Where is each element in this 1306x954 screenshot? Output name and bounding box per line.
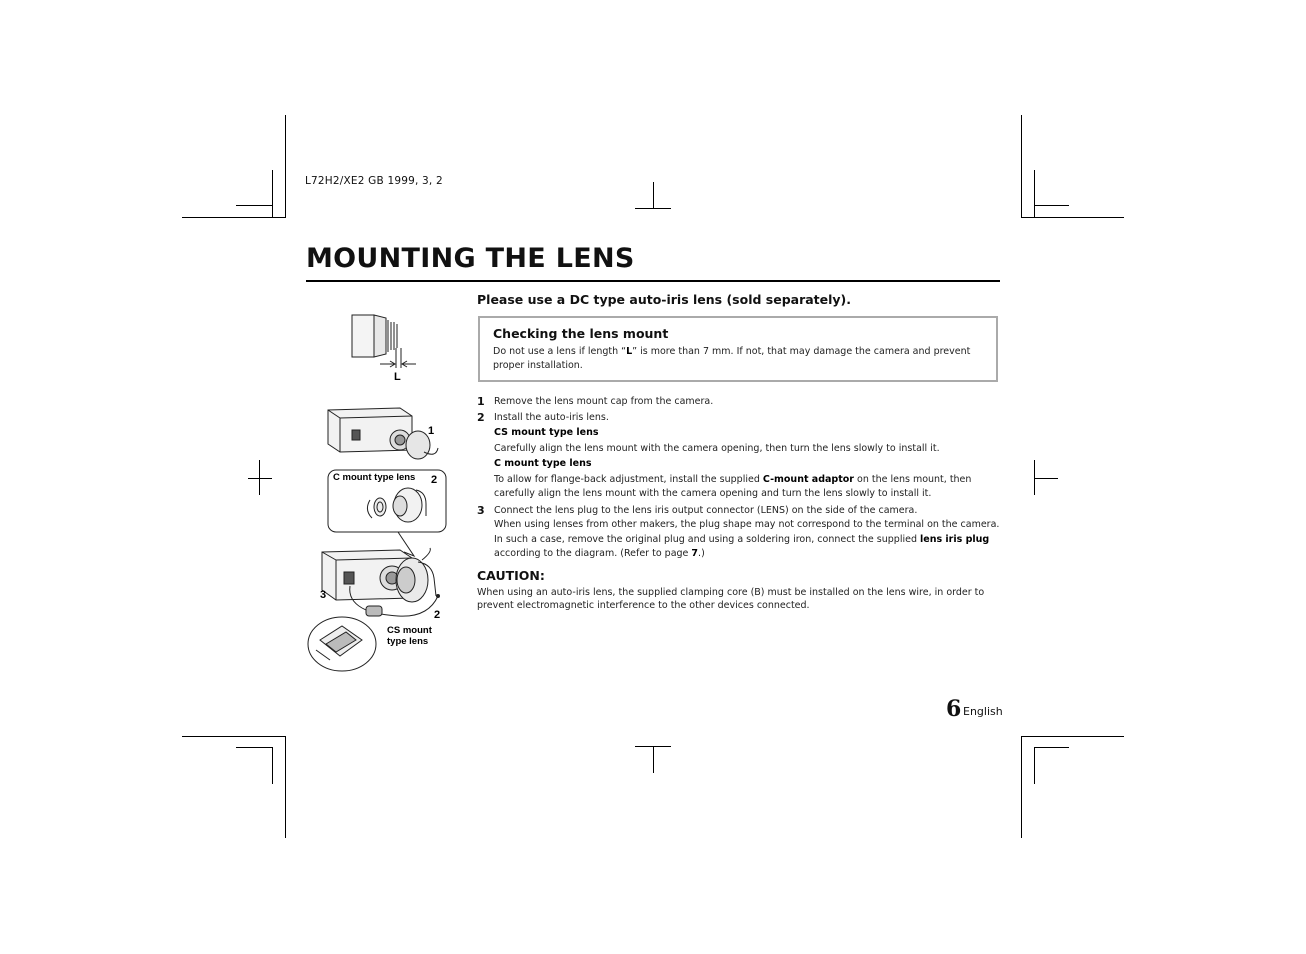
crop-mark bbox=[1021, 736, 1124, 737]
step-3-line4-after: .) bbox=[698, 548, 705, 559]
crop-mark bbox=[285, 736, 286, 838]
plug-detail bbox=[308, 617, 376, 671]
crop-mark bbox=[1021, 736, 1022, 838]
length-label: L bbox=[394, 371, 401, 383]
intro-text: Please use a DC type auto-iris lens (sold separately). bbox=[477, 292, 852, 307]
step-2-text: Install the auto-iris lens. bbox=[494, 412, 609, 423]
c-mount-text-line2: carefully align the lens mount with the camera opening and turn the lens slowly to install it. bbox=[494, 488, 932, 499]
c-mount-heading: C mount type lens bbox=[494, 458, 592, 469]
lens-iris-plug-term: lens iris plug bbox=[920, 534, 990, 545]
crop-mark bbox=[1034, 747, 1035, 784]
step-3-line3 bbox=[494, 534, 989, 545]
step-1-text: Remove the lens mount cap from the camera. bbox=[494, 396, 714, 407]
crop-mark bbox=[1034, 205, 1069, 206]
step-number-3: 3 bbox=[477, 504, 485, 517]
lens-mounting-illustration bbox=[300, 300, 460, 675]
step-3-line3-before: In such a case, remove the original plug and using a soldering iron, connect the supplied bbox=[494, 534, 920, 545]
crop-mark bbox=[1034, 170, 1035, 218]
notice-title: Checking the lens mount bbox=[493, 326, 669, 341]
cs-mount-label-line1: CS mount bbox=[387, 625, 432, 636]
page-title: MOUNTING THE LENS bbox=[306, 243, 635, 274]
crop-mark bbox=[653, 182, 654, 209]
page-number: 6 bbox=[946, 696, 962, 722]
crop-mark bbox=[182, 736, 286, 737]
notice-text-before: Do not use a lens if length “ bbox=[493, 346, 627, 357]
caution-title: CAUTION: bbox=[477, 568, 545, 583]
document-code: L72H2/XE2 GB 1999, 3, 2 bbox=[305, 175, 443, 187]
crop-mark bbox=[182, 217, 286, 218]
notice-text-after: ” is more than 7 mm. If not, that may damage the camera and prevent proper installation. bbox=[493, 346, 971, 371]
figure-step-2: 2 bbox=[434, 609, 441, 621]
crop-mark bbox=[272, 747, 273, 784]
page-reference: 7 bbox=[691, 548, 699, 559]
step-3-line1: Connect the lens plug to the lens iris output connector (LENS) on the side of the camera. bbox=[494, 505, 918, 516]
page-language: English bbox=[963, 705, 1003, 718]
caution-line2: prevent electromagnetic interference to the other devices connected. bbox=[477, 600, 810, 611]
crop-mark bbox=[236, 747, 273, 748]
cs-mount-heading: CS mount type lens bbox=[494, 427, 599, 438]
crop-mark bbox=[1034, 478, 1058, 479]
step-3-line2: When using lenses from other makers, the plug shape may not correspond to the terminal on the camera. bbox=[494, 519, 1000, 530]
step-number-2: 2 bbox=[477, 411, 485, 424]
c-mount-step: 2 bbox=[431, 474, 438, 486]
crop-mark bbox=[635, 208, 671, 209]
c-mount-text-line1 bbox=[494, 474, 971, 485]
cs-mount-text: Carefully align the lens mount with the camera opening, then turn the lens slowly to install it. bbox=[494, 443, 940, 454]
figure-step-1: 1 bbox=[428, 425, 435, 437]
title-rule bbox=[306, 280, 1000, 282]
crop-mark bbox=[653, 746, 654, 773]
crop-mark bbox=[1034, 747, 1069, 748]
cs-mount-label-line2: type lens bbox=[387, 636, 429, 647]
crop-mark bbox=[272, 170, 273, 218]
crop-mark bbox=[248, 478, 272, 479]
c-mount-label: C mount type lens bbox=[333, 472, 416, 483]
crop-mark bbox=[1021, 115, 1022, 218]
step-number-1: 1 bbox=[477, 395, 485, 408]
caution-line1: When using an auto-iris lens, the supplied clamping core (B) must be installed on the lens wire, in order to bbox=[477, 587, 985, 598]
step-3-line4-before: according to the diagram. (Refer to page bbox=[494, 548, 692, 559]
c-mount-adaptor-term: C-mount adaptor bbox=[762, 474, 854, 485]
notice-text bbox=[493, 345, 983, 373]
crop-mark bbox=[1021, 217, 1124, 218]
lens-side-view bbox=[352, 315, 416, 368]
step-3-line4 bbox=[494, 548, 705, 559]
camera-with-cap bbox=[328, 408, 438, 459]
notice-box bbox=[478, 316, 998, 382]
crop-mark bbox=[285, 115, 286, 218]
notice-text-bold: L bbox=[626, 346, 633, 357]
c-mount-text-before: To allow for flange-back adjustment, install the supplied bbox=[494, 474, 763, 485]
crop-mark bbox=[236, 205, 273, 206]
c-mount-text-after: on the lens mount, then bbox=[853, 474, 972, 485]
figure-step-3: 3 bbox=[320, 589, 327, 601]
